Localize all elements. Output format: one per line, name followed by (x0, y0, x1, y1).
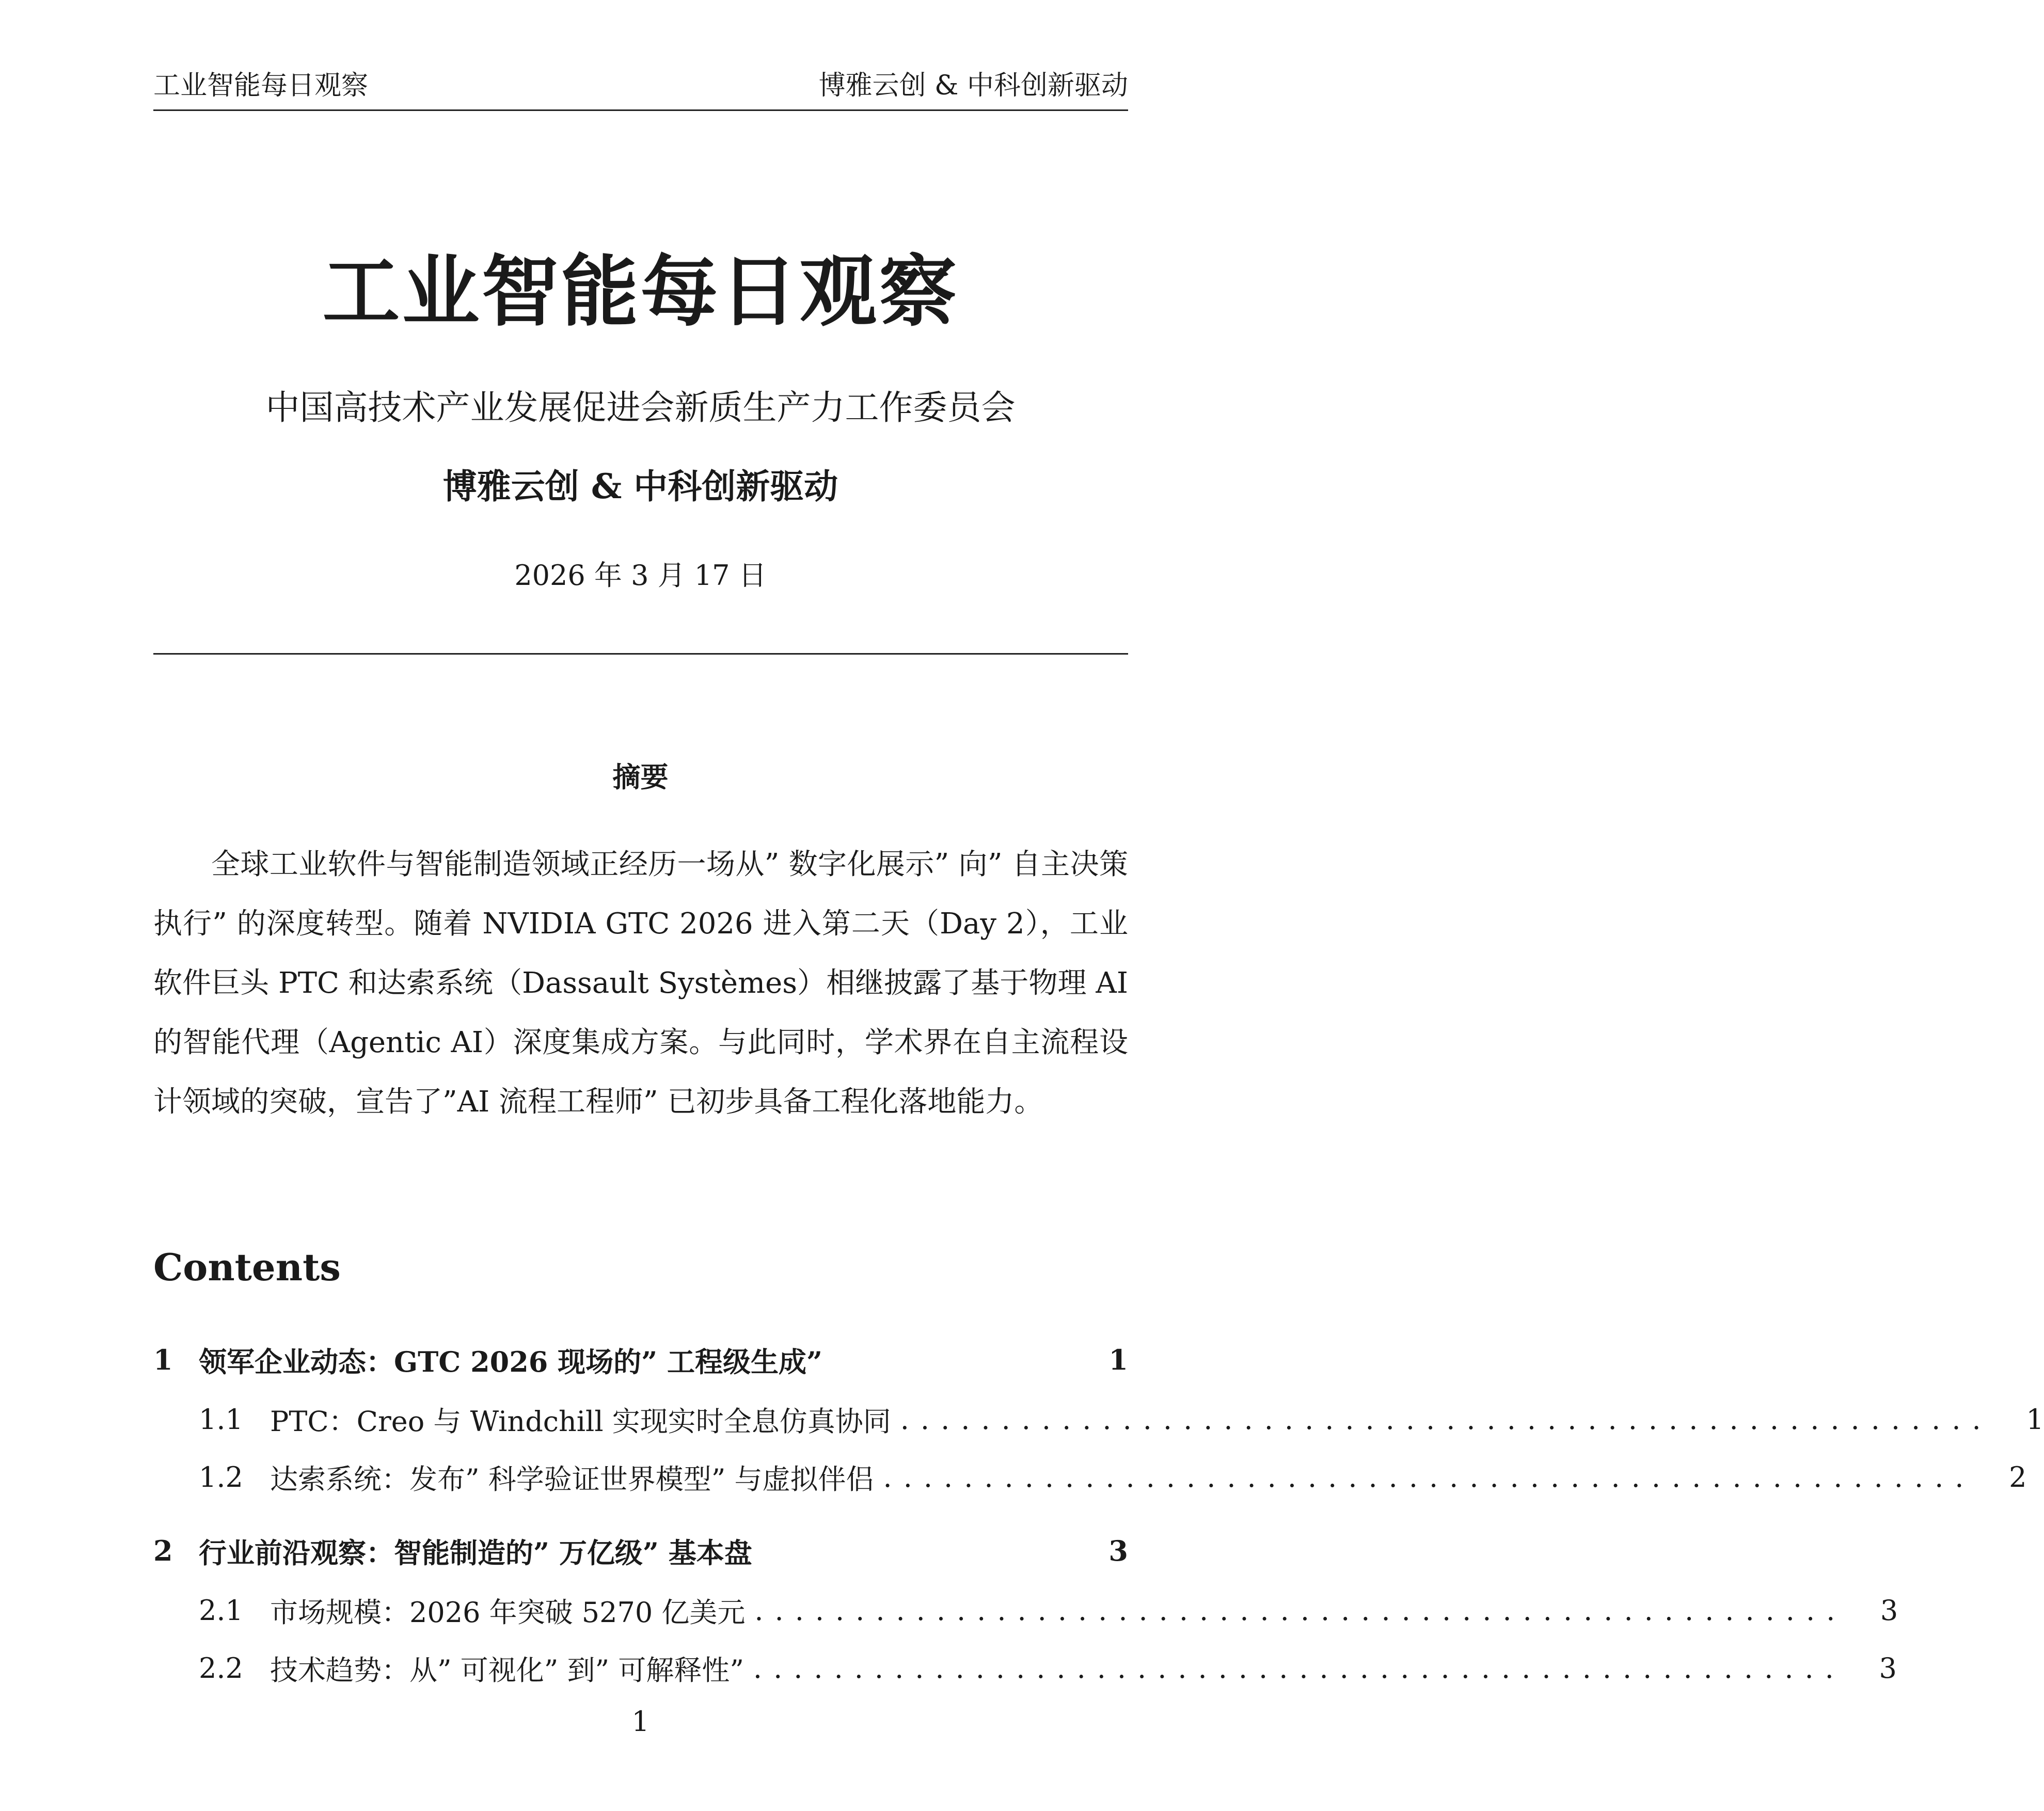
abstract-heading: 摘要 (612, 760, 669, 793)
toc-entry-number: 2.1 (199, 1594, 243, 1627)
abstract-body: 全球工业软件与智能制造领域正经历一场从” 数字化展示” 向” 自主决策执行” 的深度转型。随着 NVIDIA GTC 2026 进入第二天（Day 2），工业软件巨头 PTC 和达索系统（Dassault Systèmes）相继披露了基于物理 AI 的智能代理（Agentic AI）深度集成方案。与此同时，学术界在自主流程设计领域的突破，宣告了”AI 流程工程师” 已初步具备工程化落地能力。 (153, 848, 1128, 1119)
toc-entry-page: 2 (2009, 1460, 2027, 1494)
toc-entry-text: 市场规模：2026 年突破 5270 亿美元 (270, 1596, 746, 1629)
document-organization: 博雅云创 & 中科创新驱动 (442, 466, 838, 506)
document-date: 2026 年 3 月 17 日 (514, 559, 767, 592)
toc-entry-page: 1 (1108, 1343, 1128, 1376)
toc-entry-2-2[interactable] (153, 1639, 1897, 1697)
toc-entry-2-1[interactable] (153, 1581, 1898, 1639)
toc-entry-page: 3 (1879, 1651, 1897, 1685)
toc-entry-text: PTC：Creo 与 Windchill 实现实时全息仿真协同 (270, 1405, 891, 1438)
toc-entry-number: 1.2 (199, 1460, 243, 1494)
toc-entry-text: 行业前沿观察：智能制造的” 万亿级” 基本盘 (199, 1536, 752, 1569)
toc-entry-text: 达索系统：发布” 科学验证世界模型” 与虚拟伴侣 (270, 1463, 874, 1496)
toc-entry-1[interactable] (153, 1329, 1128, 1390)
running-header-right: 博雅云创 & 中科创新驱动 (818, 70, 1128, 101)
title-rule (153, 653, 1128, 655)
document-title: 工业智能每日观察 (322, 246, 959, 337)
document-subtitle: 中国高技术产业发展促进会新质生产力工作委员会 (265, 388, 1016, 427)
toc-entry-page: 1 (2026, 1403, 2044, 1436)
toc-entry-1-1[interactable] (153, 1390, 2044, 1448)
toc-entry-text: 技术趋势：从” 可视化” 到” 可解释性” (270, 1654, 744, 1687)
toc-entry-number: 2.2 (199, 1651, 243, 1685)
toc-entry-page: 3 (1880, 1594, 1898, 1627)
contents-title: Contents (153, 1245, 341, 1289)
running-header (153, 66, 1128, 111)
table-of-contents (153, 1329, 2044, 1697)
toc-entry-number: 1 (153, 1343, 173, 1376)
toc-entry-number: 1.1 (199, 1403, 243, 1436)
toc-leader-dots: ...................................................... (883, 1460, 1975, 1494)
running-header-left: 工业智能每日观察 (153, 70, 369, 101)
toc-leader-dots: ...................................................... (900, 1403, 1992, 1436)
toc-entry-page: 3 (1108, 1534, 1128, 1567)
toc-leader-dots: ...................................................... (754, 1594, 1847, 1627)
toc-entry-2[interactable] (153, 1520, 1128, 1581)
toc-entry-text: 领军企业动态：GTC 2026 现场的” 工程级生成” (199, 1345, 823, 1378)
toc-entry-number: 2 (153, 1534, 173, 1567)
toc-entry-1-2[interactable] (153, 1448, 2027, 1506)
toc-leader-dots: ...................................................... (753, 1651, 1845, 1685)
page-number: 1 (631, 1705, 649, 1738)
